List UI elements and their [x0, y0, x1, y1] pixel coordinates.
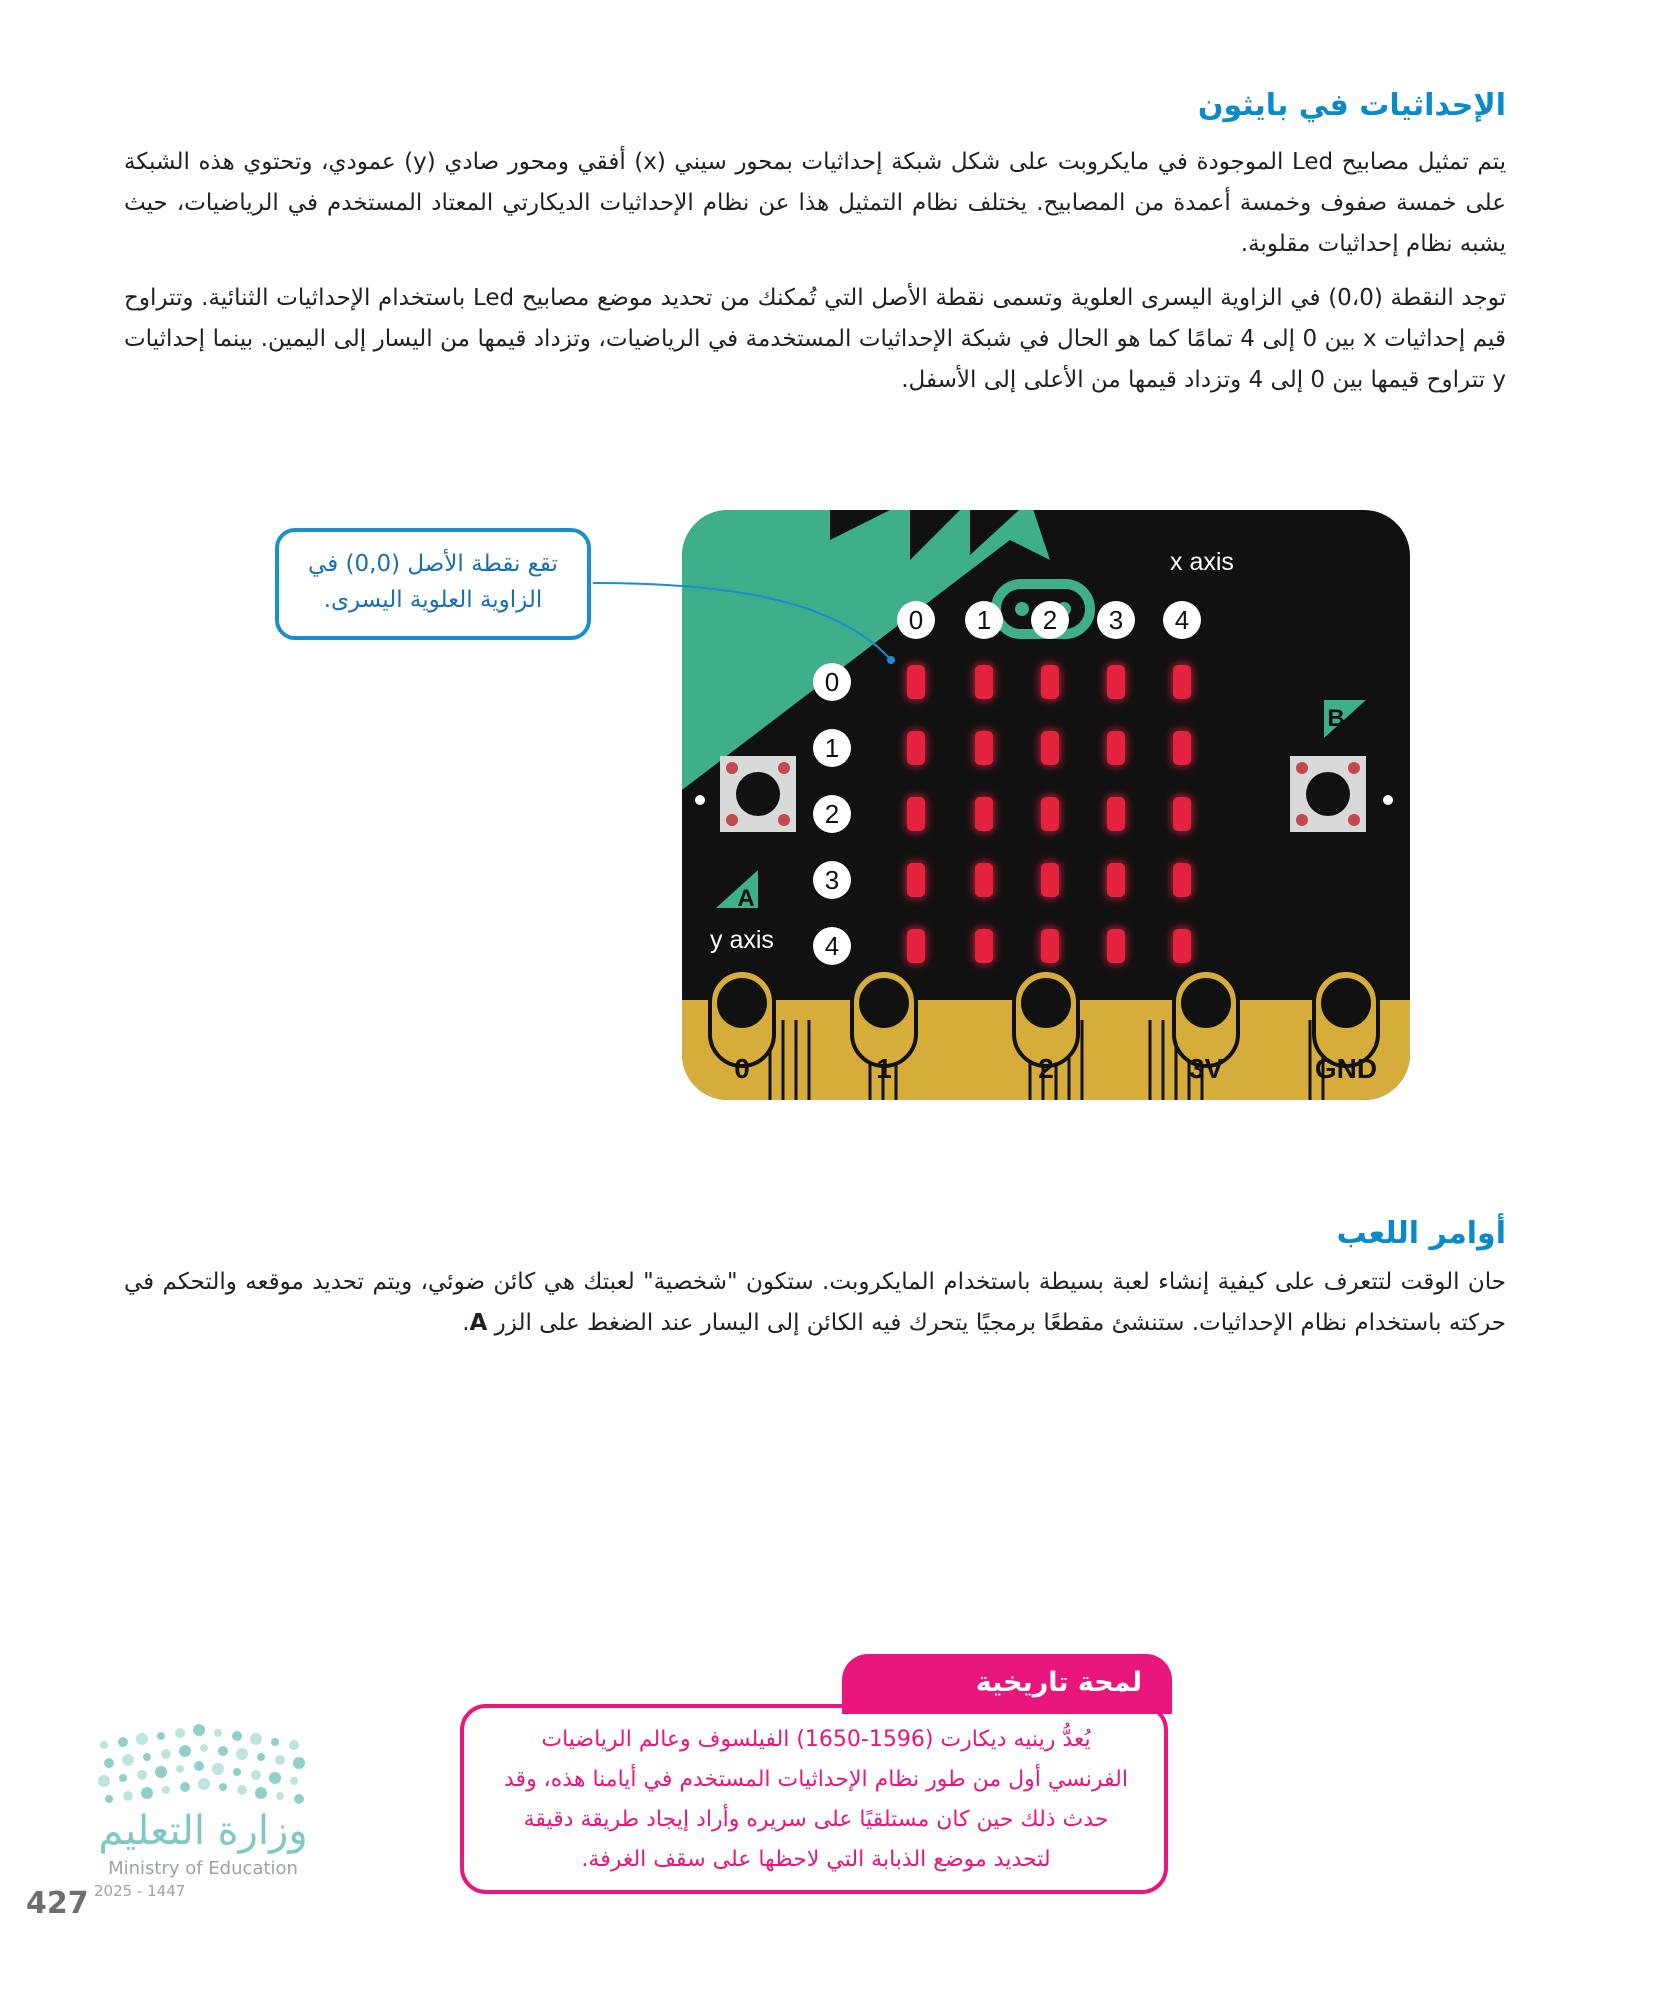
- logo-dot: [175, 1728, 185, 1738]
- button-a-label: A: [737, 885, 755, 912]
- pin-label-0: 0: [734, 1053, 750, 1084]
- history-tip-box: [460, 1704, 1168, 1894]
- logo-dot: [179, 1745, 191, 1757]
- y-tick-label-4: 4: [824, 931, 840, 961]
- led-3-2: [1107, 797, 1125, 831]
- paragraph-game-end: .: [462, 1310, 470, 1336]
- logo-dot: [155, 1766, 167, 1778]
- led-3-0: [1107, 665, 1125, 699]
- logo-dot: [180, 1782, 190, 1792]
- logo-dot: [275, 1755, 285, 1765]
- led-0-2: [907, 797, 925, 831]
- logo-dot: [237, 1785, 247, 1795]
- y-tick-label-3: 3: [824, 865, 840, 895]
- button-a: [720, 756, 796, 832]
- section-title-coordinates: الإحداثيات في بايثون: [1197, 88, 1506, 123]
- led-4-1: [1173, 731, 1191, 765]
- led-4-2: [1173, 797, 1191, 831]
- logo-dot: [193, 1724, 205, 1736]
- logo-dot: [232, 1731, 242, 1741]
- led-3-4: [1107, 929, 1125, 963]
- logo-dot: [143, 1753, 151, 1761]
- logo-dot: [271, 1738, 279, 1746]
- led-4-0: [1173, 665, 1191, 699]
- logo-dot: [105, 1795, 113, 1803]
- x-tick-label-3: 3: [1108, 605, 1124, 635]
- led-0-1: [907, 731, 925, 765]
- led-2-1: [1041, 731, 1059, 765]
- led-4-4: [1173, 929, 1191, 963]
- logo-dot: [218, 1746, 228, 1756]
- pin-label-3v: 3V: [1188, 1053, 1224, 1084]
- y-tick-label-1: 1: [824, 733, 840, 763]
- led-1-0: [975, 665, 993, 699]
- paragraph-origin: توجد النقطة (0،0) في الزاوية اليسرى العلوية وتسمى نقطة الأصل التي تُمكنك من تحديد موضع مصابيح Led باستخدام الإحداثيات الثنائية. وتتراوح قيم إحداثيات x بين 0 إلى 4 تمامًا كما هو الحال في شبكة الإحداثيات المستخدمة في الرياضيات، وتزداد قيمها من اليسار إلى اليمين. بينما إحداثيات y تتراوح قيمها بين 0 إلى 4 وتزداد قيمها من الأعلى إلى الأسفل.: [124, 285, 1507, 393]
- logo-dot: [161, 1749, 171, 1759]
- pin-label-gnd: GND: [1314, 1053, 1378, 1084]
- led-2-0: [1041, 665, 1059, 699]
- logo-dot: [119, 1774, 127, 1782]
- logo-dot: [123, 1791, 133, 1801]
- logo-dot: [276, 1792, 284, 1800]
- logo-dot: [219, 1783, 227, 1791]
- logo-dot: [255, 1787, 267, 1799]
- logo-dot: [269, 1772, 281, 1784]
- logo-dot: [176, 1765, 184, 1773]
- x-tick-label-0: 0: [908, 605, 924, 635]
- led-1-3: [975, 863, 993, 897]
- history-tip-title: لمحة تاريخية: [842, 1654, 1172, 1714]
- right-edge-dot: [1383, 795, 1393, 805]
- logo-dot: [198, 1778, 210, 1790]
- edition-year: 2025 - 1447: [94, 1882, 186, 1900]
- history-tip-text: يُعدُّ رينيه ديكارت (1596-1650) الفيلسوف وعالم الرياضيات الفرنسي أول من طور نظام الإحداثيات المستخدم في أيامنا هذه، وقد حدث ذلك حين كان مستلقيًا على سريره وأراد إيجاد طريقة دقيقة لتحديد موضع الذبابة التي لاحظها على سقف الغرفة.: [504, 1727, 1128, 1872]
- ministry-name-arabic: وزارة التعليم: [98, 1808, 308, 1854]
- logo-dot: [251, 1770, 261, 1780]
- logo-dot: [162, 1786, 170, 1794]
- led-0-0: [907, 665, 925, 699]
- page-number: 427: [26, 1886, 89, 1921]
- paragraph-game: [124, 1262, 1506, 1344]
- logo-dot: [294, 1794, 304, 1804]
- x-tick-label-2: 2: [1042, 605, 1058, 635]
- logo-dot: [214, 1729, 222, 1737]
- logo-dot: [289, 1740, 299, 1750]
- x-axis-label: x axis: [1170, 548, 1234, 576]
- left-edge-dot: [695, 795, 705, 805]
- logo-dot: [122, 1754, 134, 1766]
- logo-dot: [118, 1737, 128, 1747]
- button-b: [1290, 756, 1366, 832]
- logo-dot: [194, 1761, 204, 1771]
- logo-dot: [98, 1775, 110, 1787]
- logo-dot: [157, 1732, 165, 1740]
- led-1-4: [975, 929, 993, 963]
- ministry-name-english: Ministry of Education: [108, 1858, 298, 1879]
- logo-dot: [141, 1787, 153, 1799]
- logo-dot: [136, 1733, 148, 1745]
- logo-dot: [293, 1757, 305, 1769]
- logo-dot: [236, 1748, 248, 1760]
- pin-label-1: 1: [876, 1053, 892, 1084]
- logo-dot: [137, 1770, 147, 1780]
- logo-dot: [233, 1768, 241, 1776]
- paragraph-game-text: حان الوقت لتتعرف على كيفية إنشاء لعبة بسيطة باستخدام المايكروبت. ستكون "شخصية" لعبتك هي كائن ضوئي، ويتم تحديد موقعه والتحكم في حركته باستخدام نظام الإحداثيات. ستنشئ مقطعًا برمجيًا يتحرك فيه الكائن إلى اليسار عند الضغط على الزر: [124, 1269, 1506, 1336]
- led-0-4: [907, 929, 925, 963]
- callout-pointer-dot: [887, 656, 895, 664]
- y-tick-label-2: 2: [824, 799, 840, 829]
- led-0-3: [907, 863, 925, 897]
- logo-dot: [250, 1733, 262, 1745]
- led-4-3: [1173, 863, 1191, 897]
- button-a-reference: A: [469, 1310, 488, 1336]
- logo-dot: [257, 1753, 265, 1761]
- led-2-3: [1041, 863, 1059, 897]
- led-2-2: [1041, 797, 1059, 831]
- paragraph-intro: يتم تمثيل مصابيح Led الموجودة في مايكروبت على شكل شبكة إحداثيات بمحور سيني (x) أفقي ومحور صادي (y) عمودي، وتحتوي هذه الشبكة على خمسة صفوف وخمسة أعمدة من المصابيح. يختلف نظام التمثيل هذا عن نظام الإحداثيات الديكارتي المعتاد المستخدم في الرياضيات، حيث يشبه نظام إحداثيات مقلوبة.: [124, 149, 1506, 257]
- y-tick-label-0: 0: [824, 667, 840, 697]
- logo-dot: [290, 1777, 298, 1785]
- led-3-1: [1107, 731, 1125, 765]
- led-1-1: [975, 731, 993, 765]
- origin-callout: تقع نقطة الأصل (0,0) في الزاوية العلوية اليسرى.: [275, 528, 591, 640]
- led-2-4: [1041, 929, 1059, 963]
- logo-dot: [104, 1758, 114, 1768]
- x-tick-label-4: 4: [1174, 605, 1190, 635]
- logo-dot: [212, 1763, 224, 1775]
- logo-dot: [200, 1744, 208, 1752]
- led-1-2: [975, 797, 993, 831]
- button-b-label: B: [1327, 705, 1345, 732]
- y-axis-label: y axis: [710, 926, 774, 954]
- logo-dot: [100, 1741, 108, 1749]
- section-title-game-commands: أوامر اللعب: [1336, 1216, 1506, 1251]
- x-tick-label-1: 1: [976, 605, 992, 635]
- led-3-3: [1107, 863, 1125, 897]
- pin-label-2: 2: [1038, 1053, 1054, 1084]
